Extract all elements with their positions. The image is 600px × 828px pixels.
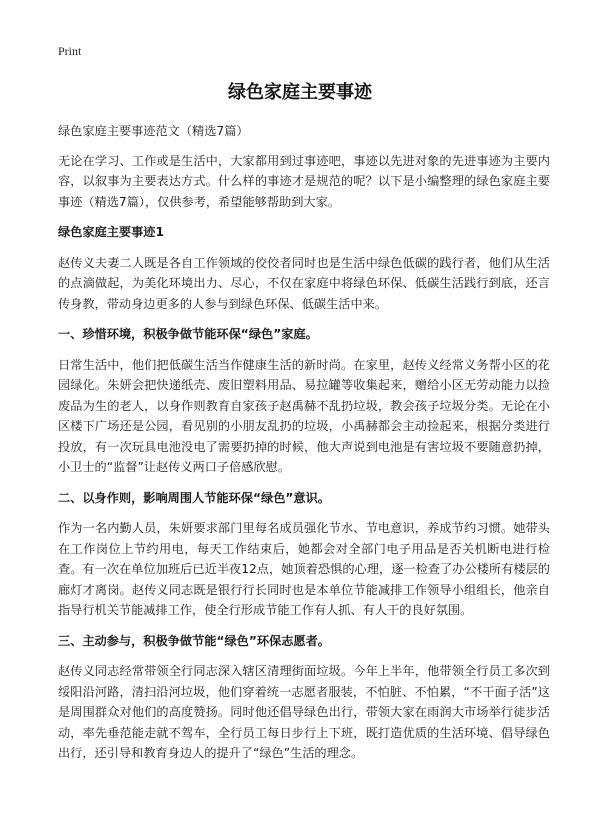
article-heading: 绿色家庭主要事迹1 xyxy=(58,225,164,239)
document-subtitle: 绿色家庭主要事迹范文（精选7篇） xyxy=(58,124,249,138)
print-link[interactable]: Print xyxy=(58,44,82,58)
document-body xyxy=(58,121,550,774)
page-title: 绿色家庭主要事迹 xyxy=(228,82,372,103)
paragraph-1: 赵传义夫妻二人既是各自工作领域的佼佼者同时也是生活中绿色低碳的践行者，他们从生活的点滴做起，为美化环境出力、尽心，不仅在家庭中将绿色环保、低碳生活践行到底，还言传身教，带动身边更多的人参与到绿色环保、低碳生活中来。 xyxy=(58,255,550,311)
paragraph-2: 日常生活中，他们把低碳生活当作健康生活的新时尚。在家里，赵传义经常义务帮小区的花园绿化。朱妍会把快递纸壳、废旧塑料用品、易拉罐等收集起来，赠给小区无劳动能力以捡废品为生的老人，以身作则教育自家孩子赵禹赫不乱扔垃圾，教会孩子垃圾分类。无论在小区楼下广场还是公园，看见别的小朋友乱扔的垃圾，小禹赫都会主动捡起来，根据分类进行投放，有一次玩具电池没电了需要扔掉的时候，他大声说到电池是有害垃圾不要随意扔掉，小卫士的“监督”让赵传义两口子倍感欣慰。 xyxy=(58,357,550,474)
section-heading-2: 二、以身作则，影响周围人节能环保“绿色”意识。 xyxy=(58,490,330,505)
section-heading-1: 一、珍惜环境，积极争做节能环保“绿色”家庭。 xyxy=(58,327,318,341)
intro-paragraph: 无论在学习、工作或是生活中，大家都用到过事迹吧，事迹以先进对象的先进事迹为主要内容，以叙事为主要表达方式。什么样的事迹才是规范的呢？以下是小编整理的绿色家庭主要事迹（精选7篇），仅供参考，希望能够帮助到大家。 xyxy=(58,153,550,209)
paragraph-3: 作为一名内勤人员，朱妍要求部门里每名成员强化节水、节电意识，养成节约习惯。她带头在工作岗位上节约用电，每天工作结束后，她都会对全部门电子用品是否关机断电进行检查。有一次在单位加班后已近半夜12点，她顶着恐惧的心理，逐一检查了办公楼所有楼层的廊灯才离岗。赵传义同志既是银行行长同时也是本单位节能减排工作领导小组组长，他亲自指导行机关节能减排工作，使全行形成节能工作有人抓、有人干的良好氛围。 xyxy=(58,521,550,617)
paragraph-4: 赵传义同志经常带领全行同志深入辖区清理街面垃圾。今年上半年，他带领全行员工多次到绥阳沿河路，清扫沿河垃圾，他们穿着统一志愿者服装，不怕脏、不怕累，“不干面子活”这是周围群众对他们的高度赞扬。同时他还倡导绿色出行，带领大家在雨润大市场举行徒步活动，率先垂范能走就不驾车，全行员工每日步行上下班，既打造优质的生活环境、倡导绿色出行，还引导和教育身边人的提升了“绿色”生活的理念。 xyxy=(58,664,550,760)
section-heading-3: 三、主动参与，积极争做节能“绿色”环保志愿者。 xyxy=(58,633,330,648)
